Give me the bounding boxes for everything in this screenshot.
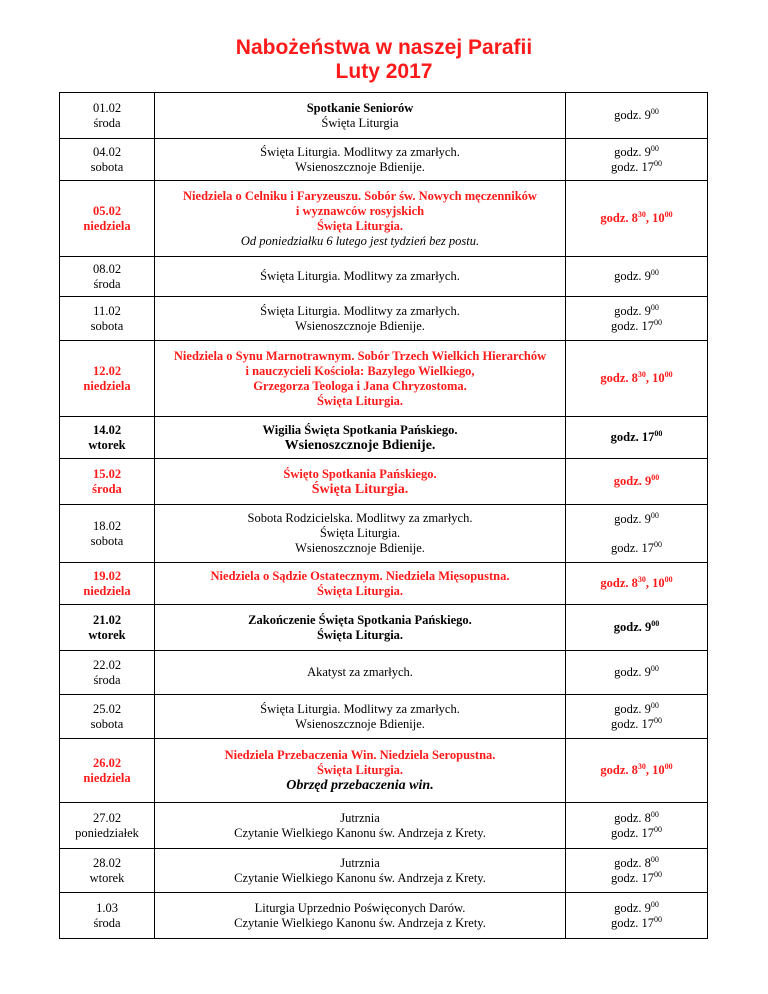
weekday: sobota	[90, 159, 124, 174]
schedule-row	[60, 893, 708, 939]
time-minutes: 30	[637, 369, 646, 379]
time-hour: godz. 17	[610, 716, 655, 731]
time-hour: godz. 17	[610, 430, 655, 444]
weekday: środa	[93, 115, 121, 130]
time-hour: godz. 9	[614, 303, 651, 318]
date-cell	[60, 93, 155, 139]
description-line: Czytanie Wielkiego Kanonu św. Andrzeja z Krety.	[234, 915, 486, 930]
weekday: niedziela	[83, 378, 131, 393]
time-line	[570, 871, 703, 886]
service-time	[566, 605, 708, 651]
service-description	[155, 893, 566, 939]
date-value: 22.02	[92, 657, 122, 672]
description-line: Czytanie Wielkiego Kanonu św. Andrzeja z Krety.	[234, 825, 486, 840]
description-line: Wsienoszcznoje Bdienije.	[284, 437, 436, 453]
date-value: 25.02	[92, 701, 122, 716]
schedule-row	[60, 297, 708, 341]
weekday: sobota	[90, 533, 124, 548]
service-time	[566, 803, 708, 849]
time-line	[570, 811, 703, 826]
description-line: Wigilia Święta Spotkania Pańskiego.	[262, 422, 458, 437]
service-description	[155, 505, 566, 563]
service-description	[155, 139, 566, 181]
time-minutes: 00	[650, 267, 659, 277]
date-value: 05.02	[92, 203, 122, 218]
time-hour: godz. 9	[614, 144, 651, 159]
schedule-row	[60, 563, 708, 605]
schedule-row	[60, 505, 708, 563]
schedule-row	[60, 803, 708, 849]
description-line: i nauczycieli Kościoła: Bazylego Wielkiego,	[245, 363, 475, 378]
time-hour: , 10	[645, 371, 665, 385]
description-line: Liturgia Uprzednio Poświęconych Darów.	[254, 900, 466, 915]
time-line	[570, 826, 703, 841]
description-line: Spotkanie Seniorów	[306, 100, 414, 115]
date-value: 21.02	[92, 612, 122, 627]
date-cell	[60, 893, 155, 939]
description-line: Niedziela o Sądzie Ostatecznym. Niedziela Mięsopustna.	[210, 568, 510, 583]
date-value: 26.02	[92, 755, 122, 770]
time-line	[570, 916, 703, 931]
date-cell	[60, 803, 155, 849]
time-hour: godz. 9	[614, 665, 651, 679]
time-line	[570, 512, 703, 527]
time-line	[570, 763, 703, 778]
time-minutes: 00	[650, 143, 659, 153]
time-line	[570, 620, 703, 635]
date-cell	[60, 651, 155, 695]
time-minutes: 00	[664, 574, 673, 584]
time-line	[570, 665, 703, 680]
date-cell	[60, 505, 155, 563]
time-line	[570, 430, 703, 445]
service-description	[155, 459, 566, 505]
time-minutes: 00	[664, 761, 673, 771]
description-line: Od poniedziałku 6 lutego jest tydzień bez postu.	[240, 233, 480, 248]
date-value: 01.02	[92, 100, 122, 115]
weekday: wtorek	[89, 870, 125, 885]
date-value: 18.02	[92, 518, 122, 533]
time-line	[570, 371, 703, 386]
schedule-row	[60, 651, 708, 695]
date-cell	[60, 257, 155, 297]
date-cell	[60, 459, 155, 505]
service-time	[566, 849, 708, 893]
service-time	[566, 505, 708, 563]
service-time	[566, 651, 708, 695]
service-time	[566, 181, 708, 257]
title-line-2: Luty 2017	[335, 60, 433, 83]
time-hour: godz. 8	[600, 576, 638, 590]
schedule-table	[59, 92, 708, 939]
time-hour: godz. 17	[610, 915, 655, 930]
weekday: poniedziałek	[75, 825, 139, 840]
service-description	[155, 605, 566, 651]
date-cell	[60, 139, 155, 181]
service-time	[566, 893, 708, 939]
description-line: Niedziela o Celniku i Faryzeuszu. Sobór św. Nowych męczenników	[183, 188, 537, 203]
service-description	[155, 417, 566, 459]
schedule-row	[60, 93, 708, 139]
time-minutes: 00	[650, 809, 659, 819]
description-line: Święta Liturgia. Modlitwy za zmarłych.	[260, 144, 460, 159]
time-minutes: 30	[637, 209, 646, 219]
time-hour: godz. 8	[600, 763, 638, 777]
time-minutes: 00	[654, 539, 663, 549]
service-description	[155, 651, 566, 695]
schedule-row	[60, 139, 708, 181]
weekday: środa	[93, 276, 121, 291]
weekday: niedziela	[83, 770, 131, 785]
time-hour: godz. 9	[613, 474, 652, 488]
service-description	[155, 297, 566, 341]
time-minutes: 00	[650, 899, 659, 909]
service-time	[566, 93, 708, 139]
date-cell	[60, 181, 155, 257]
service-time	[566, 139, 708, 181]
description-line: Święta Liturgia.	[316, 393, 404, 408]
time-line	[570, 160, 703, 175]
description-line: Święta Liturgia.	[316, 627, 404, 642]
time-line	[570, 319, 703, 334]
weekday: środa	[93, 672, 121, 687]
time-line	[570, 717, 703, 732]
time-hour: godz. 8	[614, 855, 651, 870]
description-line: Święta Liturgia.	[316, 583, 404, 598]
time-hour: godz. 9	[614, 511, 651, 526]
time-line	[570, 211, 703, 226]
service-description	[155, 563, 566, 605]
description-line: Wsienoszcznoje Bdienije.	[295, 159, 425, 174]
weekday: niedziela	[83, 583, 131, 598]
time-minutes: 00	[654, 824, 663, 834]
time-minutes: 00	[650, 510, 659, 520]
description-line: Czytanie Wielkiego Kanonu św. Andrzeja z Krety.	[234, 870, 486, 885]
title-line-1: Nabożeństwa w naszej Parafii	[235, 36, 533, 59]
schedule-row	[60, 849, 708, 893]
service-description	[155, 257, 566, 297]
time-minutes: 00	[654, 715, 663, 725]
description-line: Święta Liturgia. Modlitwy za zmarłych.	[260, 303, 460, 318]
date-value: 11.02	[93, 303, 121, 318]
time-line	[570, 901, 703, 916]
date-value: 14.02	[92, 422, 122, 437]
weekday: środa	[92, 481, 122, 496]
description-line: Wsienoszcznoje Bdienije.	[295, 318, 425, 333]
weekday: sobota	[90, 716, 124, 731]
service-time	[566, 257, 708, 297]
weekday: środa	[93, 915, 121, 930]
description-line: Święta Liturgia. Modlitwy za zmarłych.	[260, 701, 460, 716]
date-value: 15.02	[92, 466, 122, 481]
time-minutes: 00	[664, 209, 673, 219]
time-hour: godz. 17	[610, 540, 655, 555]
time-line	[570, 145, 703, 160]
time-minutes: 00	[651, 472, 660, 482]
schedule-row	[60, 605, 708, 651]
time-hour: godz. 8	[600, 371, 638, 385]
description-line: Święta Liturgia. Modlitwy za zmarłych.	[260, 269, 460, 283]
weekday: niedziela	[83, 218, 131, 233]
time-minutes: 00	[664, 369, 673, 379]
date-value: 1.03	[96, 900, 118, 915]
date-cell	[60, 605, 155, 651]
time-hour: godz. 9	[614, 108, 651, 122]
time-line	[570, 702, 703, 717]
schedule-row	[60, 417, 708, 459]
schedule-row	[60, 341, 708, 417]
service-description	[155, 739, 566, 803]
time-minutes: 00	[650, 700, 659, 710]
date-cell	[60, 563, 155, 605]
time-minutes: 30	[637, 761, 646, 771]
time-hour: godz. 17	[610, 318, 655, 333]
description-line: Święta Liturgia	[321, 115, 399, 130]
time-hour: , 10	[645, 576, 665, 590]
description-line: Święta Liturgia.	[311, 481, 409, 497]
time-hour: godz. 9	[613, 620, 652, 634]
time-minutes: 00	[654, 317, 663, 327]
time-hour: godz. 9	[614, 701, 651, 716]
date-cell	[60, 739, 155, 803]
date-cell	[60, 417, 155, 459]
schedule-row	[60, 695, 708, 739]
description-line: Niedziela Przebaczenia Win. Niedziela Seropustna.	[224, 748, 496, 762]
description-line: Wsienoszcznoje Bdienije.	[295, 541, 425, 555]
description-line: i wyznawców rosyjskich	[295, 203, 425, 218]
time-hour: godz. 9	[614, 269, 651, 283]
time-hour: godz. 9	[614, 900, 651, 915]
time-minutes: 30	[637, 574, 646, 584]
description-line: Święta Liturgia.	[316, 763, 404, 777]
description-line: Święta Liturgia.	[319, 526, 401, 540]
time-minutes: 00	[650, 106, 659, 116]
description-line: Grzegorza Teologa i Jana Chryzostoma.	[253, 378, 467, 393]
schedule-row	[60, 181, 708, 257]
time-line	[570, 541, 703, 556]
time-minutes: 00	[654, 428, 663, 438]
time-minutes: 00	[654, 869, 663, 879]
weekday: wtorek	[88, 627, 126, 642]
time-hour: , 10	[645, 211, 665, 225]
schedule-row	[60, 459, 708, 505]
time-hour: , 10	[645, 763, 665, 777]
service-time	[566, 297, 708, 341]
time-gap	[570, 527, 703, 541]
service-description	[155, 93, 566, 139]
schedule-row	[60, 739, 708, 803]
service-description	[155, 695, 566, 739]
time-minutes: 00	[654, 914, 663, 924]
description-line: Zakończenie Święta Spotkania Pańskiego.	[248, 612, 472, 627]
description-line: Jutrznia	[340, 855, 380, 870]
description-line: Sobota Rodzicielska. Modlitwy za zmarłych.	[247, 511, 473, 525]
description-line: Obrzęd przebaczenia win.	[286, 778, 434, 793]
weekday: wtorek	[88, 437, 126, 452]
service-time	[566, 417, 708, 459]
date-cell	[60, 695, 155, 739]
service-description	[155, 803, 566, 849]
description-line: Akatyst za zmarłych.	[307, 665, 413, 679]
date-cell	[60, 341, 155, 417]
service-description	[155, 181, 566, 257]
time-hour: godz. 8	[600, 211, 638, 225]
time-hour: godz. 17	[610, 159, 655, 174]
time-minutes: 00	[650, 663, 659, 673]
time-line	[570, 269, 703, 284]
description-line: Święto Spotkania Pańskiego.	[283, 466, 437, 481]
time-line	[570, 576, 703, 591]
time-minutes: 00	[651, 618, 660, 628]
time-line	[570, 304, 703, 319]
service-time	[566, 341, 708, 417]
time-minutes: 00	[650, 854, 659, 864]
service-time	[566, 739, 708, 803]
service-time	[566, 695, 708, 739]
description-line: Jutrznia	[340, 810, 380, 825]
time-line	[570, 108, 703, 123]
date-cell	[60, 297, 155, 341]
description-line: Święta Liturgia.	[316, 218, 404, 233]
time-minutes: 00	[654, 158, 663, 168]
time-hour: godz. 17	[610, 825, 655, 840]
date-value: 19.02	[92, 568, 122, 583]
time-minutes: 00	[650, 302, 659, 312]
date-value: 08.02	[92, 261, 122, 276]
description-line: Niedziela o Synu Marnotrawnym. Sobór Trzech Wielkich Hierarchów	[173, 348, 547, 363]
service-time	[566, 459, 708, 505]
time-hour: godz. 17	[610, 870, 655, 885]
schedule-row	[60, 257, 708, 297]
date-value: 27.02	[92, 810, 122, 825]
document-title	[0, 36, 768, 84]
time-line	[570, 856, 703, 871]
time-line	[570, 474, 703, 489]
date-value: 12.02	[92, 363, 122, 378]
service-description	[155, 341, 566, 417]
service-description	[155, 849, 566, 893]
date-cell	[60, 849, 155, 893]
description-line: Wsienoszcznoje Bdienije.	[295, 716, 425, 731]
time-hour: godz. 8	[614, 810, 651, 825]
service-time	[566, 563, 708, 605]
date-value: 28.02	[92, 855, 122, 870]
weekday: sobota	[90, 318, 124, 333]
date-value: 04.02	[92, 144, 122, 159]
